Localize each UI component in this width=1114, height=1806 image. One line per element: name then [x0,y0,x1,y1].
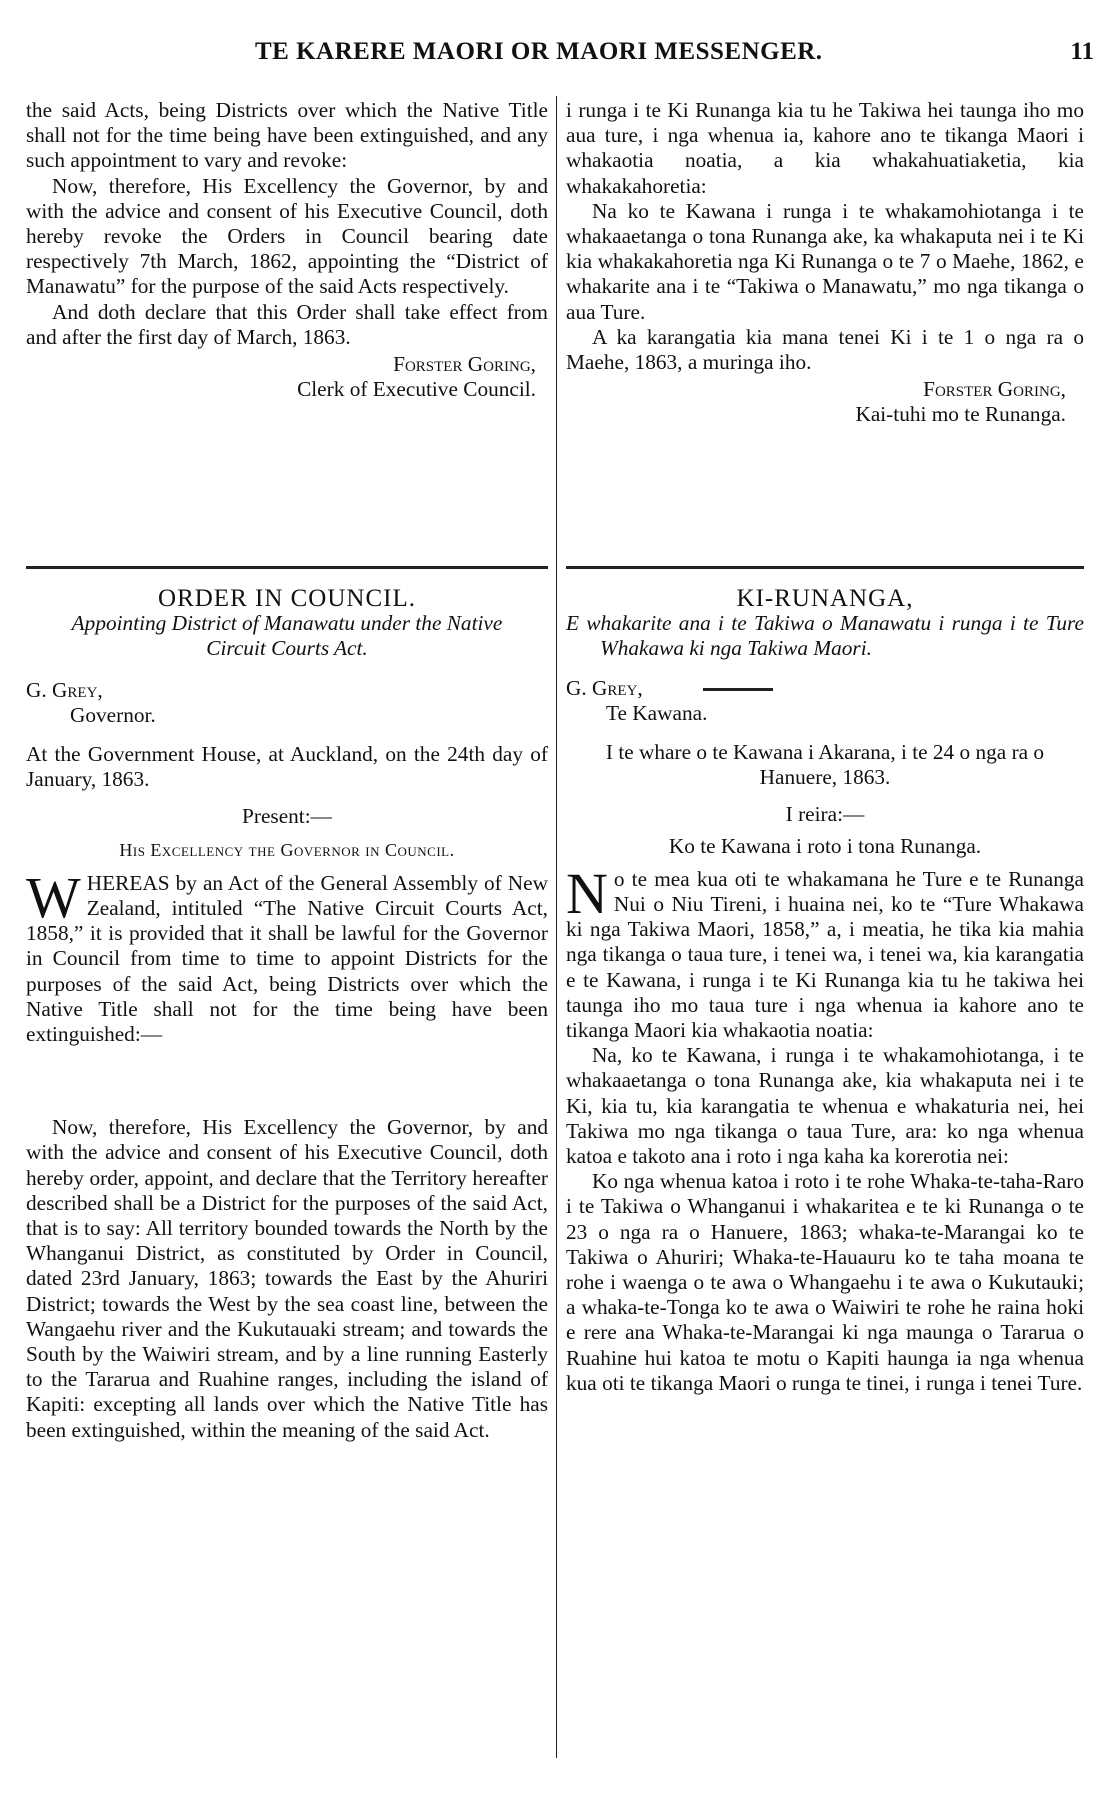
left-section-rule [26,566,548,569]
separator-dash [703,688,773,691]
right-section-rule [566,566,1084,569]
top-right-signature-name: Forster Goring, [923,377,1066,402]
order-in-council-section [26,586,548,1443]
now-therefore-paragraph: Now, therefore, His Excellency the Governor, by and with the advice and consent of his Executive Council, doth hereby order, appoint, and declare that the Territory hereafter described shall be a District for the purposes of the said Act, that is to say: All territory bounded towards the North by the Whanganui District, as constituted by Order in Council, dated 23rd January, 1863; towards the East by the Ahuriri District; towards the West by the sea coast line, between the Wangaehu river and the Kukutauaki stream; and towards the South by the Waiwiri stream, and by a line running Easterly to the Tararua and Ruahine ranges, including the island of Kapiti: excepting all lands over which the Native Title has been extinguished, within the meaning of the said Act. [26,1115,548,1442]
kawana-title: Te Kawana. [606,700,708,725]
top-right-para-1: i runga i te Ki Runanga kia tu he Takiwa hei taunga iho mo aua ture, i nga whenua ia, kahore ano te tikanga Maori i whakaotia noatia, a kia whakahuatiaketia, kia whakakahoretia: [566,98,1084,198]
i-reira-line: I reira:— [785,802,865,827]
no-te-mea-paragraph [566,860,1084,1043]
present-line: Present:— [242,804,332,829]
ki-runanga-subtitle: E whakarite ana i te Takiwa o Manawatu i runga i te Ture Whakawa ki nga Takiwa Maori. [566,611,1084,661]
whare-date: I te whare o te Kawana i Akarana, i te 24 o nga ra o Hanuere, 1863. [605,740,1045,790]
ki-runanga-heading: KI-RUNANGA, [736,585,914,612]
top-left-para-2: Now, therefore, His Excellency the Governor, by and with the advice and consent of his Executive Council, doth hereby revoke the Orders in Council bearing date respectively 7th March, 1862, appointing the “District of Manawatu” for the purpose of the said Acts respectively. [26,173,548,299]
his-excellency-line: His Excellency the Governor in Council. [119,839,455,860]
top-left-signature-title: Clerk of Executive Council. [297,377,536,402]
top-right-signature-title: Kai-tuhi mo te Runanga. [855,402,1066,427]
kawana-runanga-line: Ko te Kawana i roto i tona Runanga. [668,833,982,858]
no-te-mea-text: o te mea kua oti te whakamana he Ture e te Runanga Nui o Niu Tireni, i huaina nei, ko te “Ture Whakawa ki nga Takiwa Maori, 1858,” a, i meatia, he tika kia mahia nga tikanga o taua ture, i tenei wa, i tenei wa, kia karangatia e te Kawana, i runga i te Ki Runanga kia tu he takiwa hei taunga iho mo taua ture i nga whenua ia kahore ano te tikanga Maori kia whakaotia noatia: [566,866,1084,1043]
no-te-mea-drop-cap: N [566,860,608,926]
top-right-section [566,98,1084,428]
whereas-drop-cap: W [26,864,81,930]
kawana-name-text: G. Grey, [566,675,643,700]
ki-runanga-section [566,586,1084,1396]
top-left-signature-name: Forster Goring, [393,352,536,377]
order-subtitle: Appointing District of Manawatu under the Native Circuit Courts Act. [71,611,503,661]
na-ko-paragraph: Na, ko te Kawana, i runga i te whakamohiotanga, i te whakaaetanga o tona Runanga ake, kia whakaputa nei i te Ki, kia tu, kia karangatia te whenua e whakaturia nei, hei Takiwa mo nga tikanga o taua Ture, ara: ko nga whenua katoa e takoto ana i roto i nga kaha ka korerotia nei: [566,1043,1084,1169]
whereas-text: HEREAS by an Act of the General Assembly of New Zealand, intituled “The Native Circuit Courts Act, 1858,” it is provided that it shall be lawful for the Governor in Council from time to time to appoint Districts for the purposes of the said Act, being Districts over which the Native Title shall not for the time being have been extinguished:— [26,870,548,1047]
place-date: At the Government House, at Auckland, on the 24th day of January, 1863. [26,742,548,792]
kawana-name [566,676,1084,701]
governor-title: Governor. [70,702,156,727]
page-header [0,38,1114,74]
column-divider [556,96,557,1758]
top-right-para-3: A ka karangatia kia mana tenei Ki i te 1 o nga ra o Maehe, 1863, a muringa iho. [566,324,1084,375]
governor-name: G. Grey, [26,677,103,702]
page-number: 11 [1070,38,1094,65]
top-right-para-2: Na ko te Kawana i runga i te whakamohiotanga i te whakaaetanga o tona Runanga ake, ka whakaputa nei i te Ki kia whakakahoretia nga Ki Runanga o te 7 o Maehe, 1862, e whakarite ana i te “Takiwa o Manawatu,” mo nga tikanga o aua Ture. [566,198,1084,324]
newspaper-title: TE KARERE MAORI OR MAORI MESSENGER. [255,38,823,65]
order-heading: ORDER IN COUNCIL. [158,585,416,612]
top-left-para-1: the said Acts, being Districts over which the Native Title shall not for the time being have been extinguished, and any such appointment to vary and revoke: [26,98,548,173]
top-left-para-3: And doth declare that this Order shall take effect from and after the first day of March, 1863. [26,299,548,349]
ko-nga-paragraph: Ko nga whenua katoa i roto i te rohe Whaka-te-taha-Raro i te Takiwa o Whanganui i whakaritea e te ki Runanga o te 23 o nga ra o Hanuere, 1863; whaka-te-Marangai ko te Takiwa o Ahuriri; Whaka-te-Hauauru ko te taha moana te rohe i waenga o te awa o Whangaehu i te awa o Kukutauki; a whaka-te-Tonga ko te awa o Waiwiri te rohe he raina hoki e rere ana Whaka-te-Marangai ki nga maunga o Tararua o Ruahine hui katoa te motu o Kapiti haunga ia nga whenua kua oti te tikanga Maori o runga te tinei, i runga i tenei Ture. [566,1169,1084,1395]
whereas-paragraph [26,864,548,1047]
top-left-section [26,98,548,402]
